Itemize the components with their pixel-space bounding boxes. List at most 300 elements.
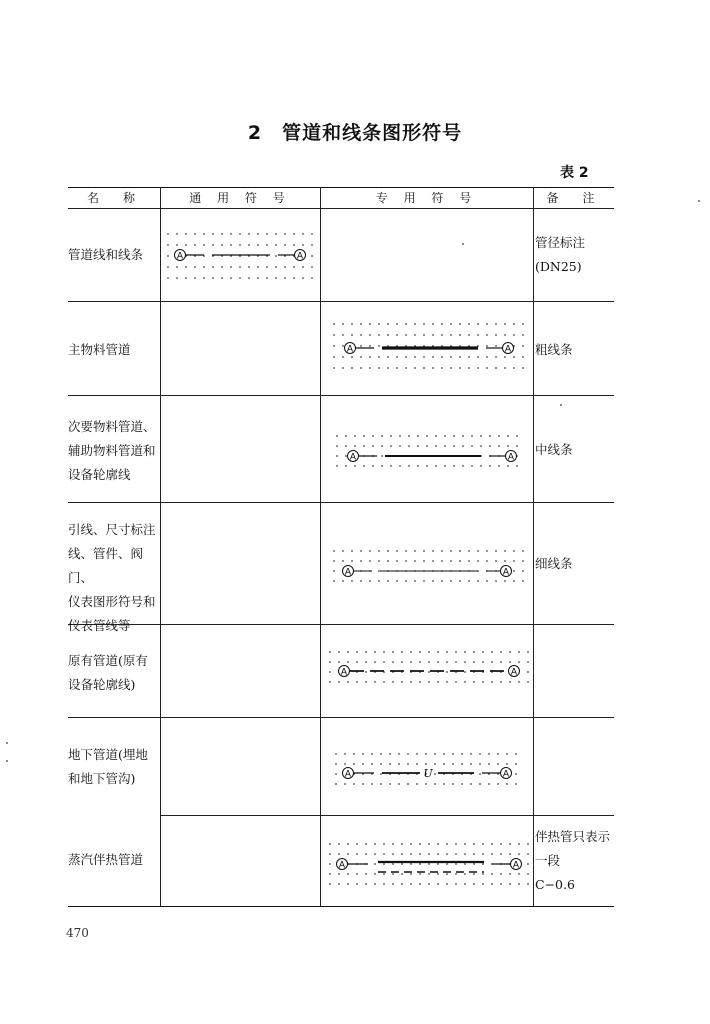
grid-dot <box>441 334 443 336</box>
grid-dot <box>356 873 358 875</box>
grid-dot <box>212 277 214 279</box>
grid-dot <box>396 550 398 552</box>
grid-dot <box>444 435 446 437</box>
grid-dot <box>509 883 511 885</box>
grid-dot <box>489 445 491 447</box>
grid-dot <box>489 465 491 467</box>
header-name: 名 称 <box>86 191 141 205</box>
grid-dot <box>441 356 443 358</box>
endpoint-letter: A <box>349 452 357 463</box>
grid-dot <box>333 345 335 347</box>
endpoint-letter: A <box>338 860 346 871</box>
grid-dot <box>311 266 313 268</box>
grid-dot <box>336 455 338 457</box>
header-general-symbol: 通 用 符 号 <box>189 191 291 205</box>
grid-dot <box>356 661 358 663</box>
grid-dot <box>434 763 436 765</box>
grid-dot <box>347 843 349 845</box>
grid-dot <box>414 323 416 325</box>
grid-dot <box>452 763 454 765</box>
grid-dot <box>428 843 430 845</box>
grid-dot <box>369 550 371 552</box>
grid-dot <box>342 356 344 358</box>
grid-dot <box>363 465 365 467</box>
grid-dot <box>378 570 380 572</box>
grid-dot <box>516 435 518 437</box>
grid-dot <box>513 570 515 572</box>
grid-dot <box>351 550 353 552</box>
grid-dot <box>414 550 416 552</box>
grid-dot <box>477 580 479 582</box>
grid-dot <box>461 763 463 765</box>
grid-dot <box>374 863 376 865</box>
grid-dot <box>464 661 466 663</box>
grid-dot <box>455 843 457 845</box>
grid-dot <box>486 550 488 552</box>
grid-dot <box>518 853 520 855</box>
grid-dot <box>488 753 490 755</box>
grid-dot <box>500 661 502 663</box>
grid-dot <box>473 863 475 865</box>
grid-dot <box>410 661 412 663</box>
grid-dot <box>392 873 394 875</box>
grid-dot <box>437 863 439 865</box>
grid-dot <box>194 244 196 246</box>
grid-dot <box>423 323 425 325</box>
grid-dot <box>221 244 223 246</box>
grid-dot <box>333 560 335 562</box>
grid-dot <box>378 367 380 369</box>
grid-dot <box>360 334 362 336</box>
grid-dot <box>338 681 340 683</box>
endpoint-letter: A <box>504 344 512 355</box>
grid-dot <box>333 570 335 572</box>
grid-dot <box>441 323 443 325</box>
underground-label: U <box>423 767 433 780</box>
grid-dot <box>212 233 214 235</box>
grid-dot <box>491 661 493 663</box>
grid-dot <box>383 651 385 653</box>
grid-dot <box>378 580 380 582</box>
grid-dot <box>338 883 340 885</box>
grid-dot <box>441 550 443 552</box>
grid-dot <box>518 843 520 845</box>
grid-dot <box>335 753 337 755</box>
grid-dot <box>459 550 461 552</box>
grid-dot <box>453 435 455 437</box>
grid-dot <box>507 435 509 437</box>
symbol-medium-line <box>333 432 529 478</box>
grid-dot <box>428 863 430 865</box>
grid-dot <box>374 853 376 855</box>
grid-dot <box>176 266 178 268</box>
row-rule <box>160 815 614 816</box>
grid-dot <box>356 853 358 855</box>
grid-dot <box>362 763 364 765</box>
grid-dot <box>311 233 313 235</box>
grid-dot <box>342 334 344 336</box>
grid-dot <box>360 560 362 562</box>
grid-dot <box>335 773 337 775</box>
grid-dot <box>491 681 493 683</box>
grid-dot <box>428 853 430 855</box>
grid-dot <box>398 783 400 785</box>
grid-dot <box>513 580 515 582</box>
grid-dot <box>419 853 421 855</box>
grid-dot <box>333 367 335 369</box>
grid-dot <box>338 873 340 875</box>
grid-dot <box>167 277 169 279</box>
grid-dot <box>410 863 412 865</box>
grid-dot <box>513 323 515 325</box>
grid-dot <box>419 873 421 875</box>
grid-dot <box>360 367 362 369</box>
grid-dot <box>482 681 484 683</box>
grid-dot <box>383 883 385 885</box>
grid-dot <box>380 783 382 785</box>
symbol-thick-line <box>330 320 528 372</box>
grid-dot <box>381 435 383 437</box>
grid-dot <box>347 873 349 875</box>
grid-dot <box>365 883 367 885</box>
grid-dot <box>522 560 524 562</box>
grid-dot <box>383 853 385 855</box>
grid-dot <box>365 853 367 855</box>
grid-dot <box>470 763 472 765</box>
scan-speck <box>6 760 8 762</box>
grid-dot <box>428 651 430 653</box>
grid-dot <box>362 783 364 785</box>
grid-dot <box>365 661 367 663</box>
grid-dot <box>396 334 398 336</box>
grid-dot <box>329 671 331 673</box>
grid-dot <box>522 570 524 572</box>
grid-dot <box>428 883 430 885</box>
grid-dot <box>185 266 187 268</box>
grid-dot <box>455 863 457 865</box>
grid-dot <box>455 883 457 885</box>
grid-dot <box>495 356 497 358</box>
grid-dot <box>473 843 475 845</box>
grid-dot <box>329 843 331 845</box>
grid-dot <box>425 763 427 765</box>
grid-dot <box>497 753 499 755</box>
grid-dot <box>473 853 475 855</box>
row-name-existing-pipe: 原有管道(原有 设备轮廓线) <box>68 653 148 692</box>
grid-dot <box>396 323 398 325</box>
grid-dot <box>491 883 493 885</box>
grid-dot <box>329 681 331 683</box>
grid-dot <box>464 873 466 875</box>
grid-dot <box>410 651 412 653</box>
grid-dot <box>486 334 488 336</box>
grid-dot <box>504 323 506 325</box>
grid-dot <box>446 681 448 683</box>
grid-dot <box>450 560 452 562</box>
grid-dot <box>329 873 331 875</box>
grid-dot <box>428 681 430 683</box>
grid-dot <box>405 550 407 552</box>
grid-dot <box>284 277 286 279</box>
grid-dot <box>450 367 452 369</box>
grid-dot <box>522 550 524 552</box>
grid-dot <box>480 445 482 447</box>
row-name-underground-pipe: 地下管道(埋地 和地下管沟) <box>68 747 148 786</box>
grid-dot <box>365 681 367 683</box>
endpoint-letter: A <box>176 251 184 262</box>
grid-dot <box>453 465 455 467</box>
grid-dot <box>338 661 340 663</box>
grid-dot <box>446 651 448 653</box>
symbol-thin-line <box>330 547 528 593</box>
grid-dot <box>378 345 380 347</box>
grid-dot <box>378 356 380 358</box>
grid-dot <box>401 863 403 865</box>
grid-dot <box>333 334 335 336</box>
grid-dot <box>342 550 344 552</box>
row-name-steam-tracing-pipe: 蒸汽伴热管道 <box>68 852 144 867</box>
grid-dot <box>372 465 374 467</box>
grid-dot <box>504 356 506 358</box>
grid-dot <box>302 277 304 279</box>
grid-dot <box>441 580 443 582</box>
endpoint-letter: A <box>507 452 515 463</box>
grid-dot <box>344 763 346 765</box>
grid-dot <box>459 367 461 369</box>
grid-dot <box>239 233 241 235</box>
grid-dot <box>405 323 407 325</box>
row-remark-thick-line: 粗线条 <box>535 342 573 357</box>
grid-dot <box>342 367 344 369</box>
grid-dot <box>335 763 337 765</box>
endpoint-letter: A <box>340 667 348 678</box>
grid-dot <box>275 266 277 268</box>
grid-dot <box>491 651 493 653</box>
grid-dot <box>399 465 401 467</box>
symbol-steam-tracing-pipe <box>326 840 532 890</box>
grid-dot <box>383 661 385 663</box>
grid-dot <box>392 681 394 683</box>
grid-dot <box>486 580 488 582</box>
grid-dot <box>464 853 466 855</box>
grid-dot <box>437 843 439 845</box>
grid-dot <box>230 233 232 235</box>
grid-dot <box>360 323 362 325</box>
grid-dot <box>470 783 472 785</box>
grid-dot <box>428 671 430 673</box>
grid-dot <box>374 843 376 845</box>
grid-dot <box>365 651 367 653</box>
grid-dot <box>491 873 493 875</box>
grid-dot <box>462 435 464 437</box>
grid-dot <box>488 783 490 785</box>
grid-dot <box>419 883 421 885</box>
grid-dot <box>489 435 491 437</box>
grid-dot <box>504 334 506 336</box>
grid-dot <box>446 843 448 845</box>
grid-dot <box>302 244 304 246</box>
grid-dot <box>176 244 178 246</box>
grid-dot <box>497 763 499 765</box>
grid-dot <box>239 266 241 268</box>
grid-dot <box>342 560 344 562</box>
scan-speck <box>698 200 700 202</box>
grid-dot <box>345 435 347 437</box>
grid-dot <box>387 580 389 582</box>
grid-dot <box>522 367 524 369</box>
grid-dot <box>509 873 511 875</box>
table-bottom-rule <box>68 906 614 907</box>
grid-dot <box>345 445 347 447</box>
grid-dot <box>417 465 419 467</box>
grid-dot <box>486 345 488 347</box>
grid-dot <box>509 681 511 683</box>
grid-dot <box>414 334 416 336</box>
grid-dot <box>491 853 493 855</box>
grid-dot <box>230 277 232 279</box>
grid-dot <box>390 465 392 467</box>
grid-dot <box>518 883 520 885</box>
grid-dot <box>479 753 481 755</box>
grid-dot <box>369 367 371 369</box>
grid-dot <box>513 334 515 336</box>
grid-dot <box>461 783 463 785</box>
grid-dot <box>257 277 259 279</box>
grid-dot <box>342 580 344 582</box>
grid-dot <box>275 255 277 257</box>
grid-dot <box>392 651 394 653</box>
grid-dot <box>371 783 373 785</box>
grid-dot <box>333 580 335 582</box>
grid-dot <box>450 550 452 552</box>
grid-dot <box>419 843 421 845</box>
grid-dot <box>527 873 529 875</box>
grid-dot <box>401 681 403 683</box>
grid-dot <box>347 661 349 663</box>
grid-dot <box>410 873 412 875</box>
grid-dot <box>423 367 425 369</box>
grid-dot <box>387 334 389 336</box>
grid-dot <box>383 873 385 875</box>
endpoint-letter: A <box>344 769 352 780</box>
grid-dot <box>459 580 461 582</box>
grid-dot <box>275 233 277 235</box>
grid-dot <box>342 345 344 347</box>
grid-dot <box>450 580 452 582</box>
grid-dot <box>248 277 250 279</box>
grid-dot <box>353 763 355 765</box>
grid-dot <box>360 580 362 582</box>
grid-dot <box>527 671 529 673</box>
grid-dot <box>329 883 331 885</box>
grid-dot <box>423 334 425 336</box>
grid-dot <box>396 367 398 369</box>
grid-dot <box>437 883 439 885</box>
grid-dot <box>248 244 250 246</box>
grid-dot <box>407 763 409 765</box>
grid-dot <box>293 277 295 279</box>
grid-dot <box>419 661 421 663</box>
grid-dot <box>275 244 277 246</box>
grid-dot <box>506 783 508 785</box>
grid-dot <box>459 560 461 562</box>
grid-dot <box>347 853 349 855</box>
grid-dot <box>380 773 382 775</box>
grid-dot <box>221 266 223 268</box>
grid-dot <box>392 661 394 663</box>
grid-dot <box>396 580 398 582</box>
grid-dot <box>414 356 416 358</box>
grid-dot <box>392 863 394 865</box>
grid-dot <box>500 681 502 683</box>
grid-dot <box>464 671 466 673</box>
grid-dot <box>365 671 367 673</box>
grid-dot <box>381 465 383 467</box>
grid-dot <box>378 334 380 336</box>
grid-dot <box>527 651 529 653</box>
grid-dot <box>185 233 187 235</box>
grid-dot <box>482 661 484 663</box>
grid-dot <box>401 843 403 845</box>
grid-dot <box>387 356 389 358</box>
grid-dot <box>338 651 340 653</box>
grid-dot <box>389 783 391 785</box>
grid-dot <box>455 681 457 683</box>
grid-dot <box>221 233 223 235</box>
grid-dot <box>351 560 353 562</box>
grid-dot <box>284 244 286 246</box>
grid-dot <box>380 753 382 755</box>
endpoint-letter: A <box>502 769 510 780</box>
grid-dot <box>342 323 344 325</box>
grid-dot <box>450 356 452 358</box>
grid-dot <box>495 334 497 336</box>
grid-dot <box>473 651 475 653</box>
grid-dot <box>239 277 241 279</box>
grid-dot <box>405 580 407 582</box>
grid-dot <box>513 367 515 369</box>
grid-dot <box>365 873 367 875</box>
grid-dot <box>257 266 259 268</box>
grid-dot <box>468 334 470 336</box>
grid-dot <box>437 661 439 663</box>
grid-dot <box>167 266 169 268</box>
grid-dot <box>425 783 427 785</box>
grid-dot <box>371 763 373 765</box>
grid-dot <box>432 323 434 325</box>
grid-dot <box>336 465 338 467</box>
grid-dot <box>518 651 520 653</box>
grid-dot <box>441 560 443 562</box>
grid-dot <box>221 277 223 279</box>
row-name-secondary-pipe: 次要物料管道、 辅助物料管道和 设备轮廓线 <box>68 419 156 482</box>
grid-dot <box>471 445 473 447</box>
row-name-pipeline-and-lines: 管道线和线条 <box>68 247 144 262</box>
grid-dot <box>380 763 382 765</box>
grid-dot <box>311 244 313 246</box>
grid-dot <box>351 334 353 336</box>
grid-dot <box>500 843 502 845</box>
grid-dot <box>527 843 529 845</box>
grid-dot <box>408 435 410 437</box>
grid-dot <box>462 445 464 447</box>
grid-dot <box>414 580 416 582</box>
grid-dot <box>347 883 349 885</box>
grid-dot <box>437 853 439 855</box>
scan-speck <box>462 243 464 245</box>
grid-dot <box>293 233 295 235</box>
grid-dot <box>441 367 443 369</box>
